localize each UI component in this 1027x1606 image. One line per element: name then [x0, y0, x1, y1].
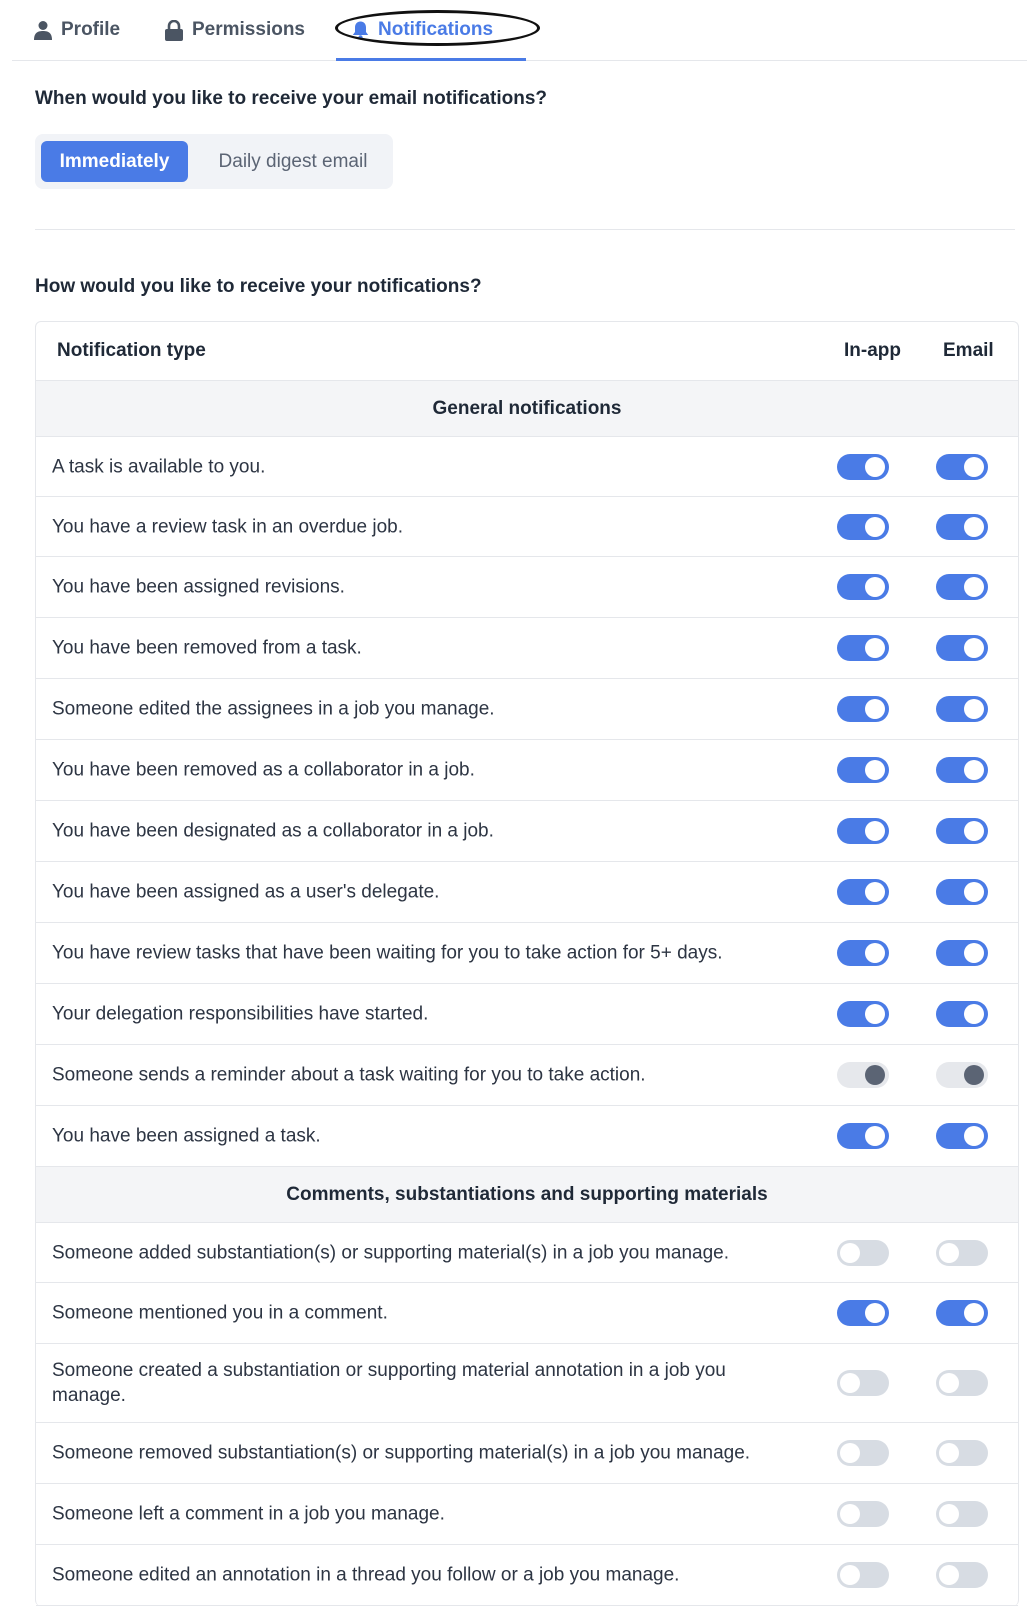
toggle-knob	[964, 1126, 984, 1146]
in-app-toggle[interactable]	[837, 1501, 889, 1527]
toggle-knob	[865, 517, 885, 537]
in-app-toggle[interactable]	[837, 454, 889, 480]
table-row	[36, 497, 1018, 557]
notification-label: Your delegation responsibilities have started.	[52, 1003, 429, 1025]
notification-label: Someone added substantiation(s) or supporting material(s) in a job you manage.	[52, 1242, 729, 1263]
table-row	[36, 1283, 1018, 1344]
email-toggle[interactable]	[936, 1370, 988, 1396]
toggle-knob	[964, 943, 984, 963]
notification-label: A task is available to you.	[52, 456, 266, 477]
in-app-toggle	[837, 1062, 889, 1088]
section-header: Comments, substantiations and supporting materials	[36, 1167, 1018, 1223]
tab-label: Profile	[61, 19, 121, 40]
in-app-toggle[interactable]	[837, 1240, 889, 1266]
settings-tabs	[12, 0, 1027, 61]
tab-label: Notifications	[378, 19, 494, 40]
email-toggle[interactable]	[936, 1240, 988, 1266]
email-frequency-question: When would you like to receive your email notifications?	[35, 88, 548, 109]
table-row	[36, 1344, 1018, 1423]
toggle-knob	[865, 699, 885, 719]
in-app-toggle[interactable]	[837, 1440, 889, 1466]
email-frequency-selector	[35, 134, 393, 189]
in-app-toggle[interactable]	[837, 635, 889, 661]
email-toggle[interactable]	[936, 696, 988, 722]
in-app-toggle[interactable]	[837, 879, 889, 905]
email-toggle[interactable]	[936, 818, 988, 844]
toggle-knob	[865, 638, 885, 658]
divider	[35, 229, 1015, 230]
daily-digest-option[interactable]: Daily digest email	[218, 150, 368, 172]
toggle-knob	[865, 1126, 885, 1146]
toggle-knob	[964, 517, 984, 537]
table-row	[36, 984, 1018, 1045]
channels-question: How would you like to receive your notifications?	[35, 276, 482, 297]
email-toggle[interactable]	[936, 635, 988, 661]
table-row	[36, 557, 1018, 618]
table-row	[36, 1545, 1018, 1606]
notification-label: You have been assigned as a user's delegate.	[52, 881, 440, 903]
bell-icon	[352, 21, 369, 40]
toggle-knob	[865, 577, 885, 597]
notification-label: You have been assigned revisions.	[52, 576, 345, 598]
in-app-toggle[interactable]	[837, 1562, 889, 1588]
toggle-knob	[964, 882, 984, 902]
lock-icon	[165, 20, 183, 41]
table-row	[36, 618, 1018, 679]
email-toggle[interactable]	[936, 454, 988, 480]
tab-permissions[interactable]	[165, 0, 305, 60]
table-row	[36, 801, 1018, 862]
in-app-toggle[interactable]	[837, 1300, 889, 1326]
toggle-knob	[939, 1565, 959, 1585]
table-row	[36, 1106, 1018, 1167]
user-icon	[34, 20, 52, 40]
table-row	[36, 1423, 1018, 1484]
tab-label: Permissions	[192, 19, 305, 40]
email-toggle[interactable]	[936, 1123, 988, 1149]
active-tab-indicator	[336, 58, 526, 61]
toggle-knob	[964, 821, 984, 841]
table-row	[36, 740, 1018, 801]
toggle-knob	[939, 1504, 959, 1524]
tab-notifications[interactable]	[352, 0, 493, 60]
toggle-knob	[964, 457, 984, 477]
toggle-knob	[865, 457, 885, 477]
toggle-knob	[840, 1243, 860, 1263]
email-toggle[interactable]	[936, 940, 988, 966]
toggle-knob	[964, 1004, 984, 1024]
table-row	[36, 437, 1018, 497]
notification-label: Someone created a substantiation or supporting material annotation in a job you manage.	[52, 1360, 726, 1406]
in-app-toggle[interactable]	[837, 696, 889, 722]
notification-label: Someone sends a reminder about a task waiting for you to take action.	[52, 1064, 646, 1086]
toggle-knob	[865, 1065, 885, 1085]
notification-label: You have a review task in an overdue job.	[52, 516, 404, 537]
toggle-knob	[964, 638, 984, 658]
toggle-knob	[964, 699, 984, 719]
toggle-knob	[939, 1373, 959, 1393]
notification-label: Someone edited the assignees in a job you manage.	[52, 698, 495, 720]
toggle-knob	[840, 1504, 860, 1524]
email-toggle[interactable]	[936, 1440, 988, 1466]
toggle-knob	[964, 760, 984, 780]
in-app-toggle[interactable]	[837, 1001, 889, 1027]
column-in-app: In-app	[844, 340, 901, 361]
notification-label: Someone edited an annotation in a thread you follow or a job you manage.	[52, 1564, 680, 1586]
notification-label: Someone left a comment in a job you manage.	[52, 1503, 445, 1525]
table-row	[36, 679, 1018, 740]
column-notification-type: Notification type	[57, 340, 206, 361]
column-email: Email	[943, 340, 994, 361]
tab-profile[interactable]	[34, 0, 120, 60]
notification-label: You have been removed from a task.	[52, 637, 362, 659]
toggle-knob	[939, 1243, 959, 1263]
table-row	[36, 1045, 1018, 1106]
email-toggle[interactable]	[936, 879, 988, 905]
toggle-knob	[865, 821, 885, 841]
toggle-knob	[865, 1303, 885, 1323]
notification-label: Someone removed substantiation(s) or supporting material(s) in a job you manage.	[52, 1442, 751, 1464]
section-header: General notifications	[36, 381, 1018, 437]
toggle-knob	[964, 577, 984, 597]
table-row	[36, 1484, 1018, 1545]
table-body	[36, 381, 1018, 1606]
email-toggle[interactable]	[936, 574, 988, 600]
toggle-knob	[840, 1565, 860, 1585]
notification-label: You have review tasks that have been waiting for you to take action for 5+ days.	[52, 942, 723, 964]
toggle-knob	[840, 1443, 860, 1463]
notification-label: You have been assigned a task.	[52, 1125, 321, 1147]
toggle-knob	[964, 1303, 984, 1323]
email-toggle[interactable]	[936, 757, 988, 783]
toggle-knob	[865, 1004, 885, 1024]
toggle-knob	[964, 1065, 984, 1085]
in-app-toggle[interactable]	[837, 757, 889, 783]
toggle-knob	[865, 882, 885, 902]
toggle-knob	[865, 760, 885, 780]
table-row	[36, 1223, 1018, 1283]
email-toggle[interactable]	[936, 1501, 988, 1527]
toggle-knob	[865, 943, 885, 963]
email-toggle[interactable]	[936, 1562, 988, 1588]
in-app-toggle[interactable]	[837, 574, 889, 600]
notifications-table	[35, 321, 1019, 1606]
in-app-toggle[interactable]	[837, 1370, 889, 1396]
notification-label: You have been designated as a collaborator in a job.	[52, 820, 494, 842]
email-toggle[interactable]	[936, 514, 988, 540]
in-app-toggle[interactable]	[837, 1123, 889, 1149]
in-app-toggle[interactable]	[837, 514, 889, 540]
table-row	[36, 862, 1018, 923]
toggle-knob	[840, 1373, 860, 1393]
notification-label: Someone mentioned you in a comment.	[52, 1302, 388, 1324]
notification-label: You have been removed as a collaborator in a job.	[52, 759, 475, 781]
table-header	[36, 322, 1018, 381]
in-app-toggle[interactable]	[837, 818, 889, 844]
in-app-toggle[interactable]	[837, 940, 889, 966]
email-toggle	[936, 1062, 988, 1088]
email-toggle[interactable]	[936, 1300, 988, 1326]
toggle-knob	[939, 1443, 959, 1463]
table-row	[36, 923, 1018, 984]
email-toggle[interactable]	[936, 1001, 988, 1027]
immediately-option[interactable]: Immediately	[41, 141, 188, 182]
